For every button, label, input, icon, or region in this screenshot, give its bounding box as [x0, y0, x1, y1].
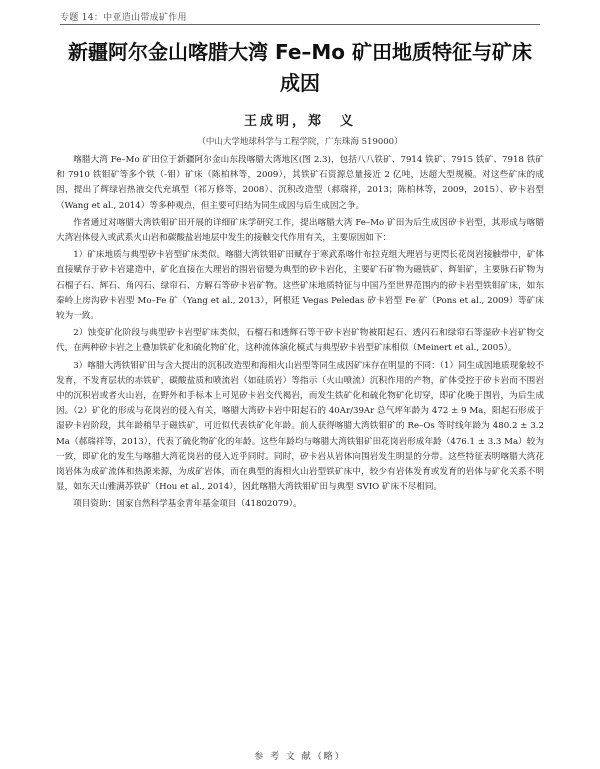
funding-note: 项目资助：国家自然科学基金青年基金项目（41802079）。 [73, 499, 302, 510]
paragraph: 3）喀腊大湾铁钼矿田与含大提出的沉积改造型和海相火山岩型等同生成因矿床存在明显的不同：（1）同生成因地质现象较不发育，不发育层状的赤铁矿，碳酸盐质和喷流岩（如硅质岩）等指示（火山喷流）沉积作用的产物，矿体受控于矽卡岩而不围岩中的沉积岩或者火山岩，在野外和手标本上可见矽卡岩交代褐岩，而发生铁矿化和硫化物矿化切穿，即矿化晚于围岩，为后生成因。（2）矿化的形成与花岗岩的侵入有关，喀腊大湾矽卡岩中阳起石的 40Ar/39Ar 总气坪年龄为 472 ± 9 Ma，阳起石形成于湿矽卡岩阶段，其年龄稍早于磁铁矿，可近似代表铁矿化年龄。前人获得喀腊大湾铁钼矿的 Re–Os 等时线年龄为 480.2 ± 3.2 Ma（郝瑞祥等，2013），代表了硫化物矿化的年龄。这些年龄均与喀腊大湾铁钼矿田花岗岩形成年龄（476.1 ± 3.3 Ma）较为一致，即矿化的发生与喀腊大湾花岗岩的侵入近乎同时。同时，矽卡岩从岩体向围岩发生明显的分带。这些特征表明喀腊大湾花岗岩体为成矿流体和热源来源，为成矿岩体，而在典型的海相火山岩型铁矿床中，较少有岩体发育或发育的岩体与矿化关系不明显，如东天山雅满苏铁矿（Hou et al., 2014），因此喀腊大湾铁钼矿田与典型 SVIO 矿床不尽相同。 [56, 360, 544, 493]
paragraph: 2）蚀变矿化阶段与典型矽卡岩型矿床类似，石榴石和透辉石等干矽卡岩矿物被阳起石、透闪石和绿帘石等湿矽卡岩矿物交代，在两种矽卡岩之上叠加铁矿化和硫化物矿化，这种流体演化模式与典型矽卡岩型矿床相似（Meinert et al., 2005）。 [56, 328, 544, 354]
paragraph: 喀腊大湾 Fe–Mo 矿田位于新疆阿尔金山东段喀腊大湾地区(图 2.3)，包括八八铁矿、7914 铁矿、7915 铁矿、7918 铁矿和 7910 铁钼矿等多个铁（-钼）矿床（陈柏林等，2009），其铁矿石资源总量接近 2 亿吨，达超大型规模。对这些矿床的成因，提出了辉绿岩热液交代充填型（祁万修等，2008）、沉积改造型（郝瑞祥，2013；陈柏林等，2009，2015）、矽卡岩型（Wang et al., 2014）等多种观点，但主要可归结为同生成因与后生成因之争。 [56, 155, 544, 211]
affiliation: （中山大学地球科学与工程学院，广东珠海 519000） [197, 137, 403, 147]
article-body [56, 153, 544, 515]
paragraph: 1）矿床地质与典型矽卡岩型矿床类似。喀腊大湾铁钼矿田赋存于寒武系喀什布拉克组大理岩与更閃长花岗岩接触带中，矿体直接赋存于矽卡岩建造中，矿化直接在大理岩的围岩宿變为典型的矽卡岩化，主要矿石矿物为磁铁矿、辉钼矿，主要脉石矿物为石榴子石、辉石、角闪石、绿帘石、方解石等矽卡岩矿物。这些矿床地质特征与中国乃至世界范围内的矽卡岩型铁钼矿床，如东秦岭上房沟矽卡岩型 Mo–Fe 矿（Yang et al., 2013），阿根廷 Vegas Peledas 矽卡岩型 Fe 矿（Pons et al., 2009）等矿床较为一致。 [56, 250, 544, 322]
journal-header: 专题 14：中亚造山带成矿作用 [60, 13, 187, 23]
paragraph: 作者通过对喀腊大湾铁钼矿田开展的详细矿床学研究工作，提出喀腊大湾 Fe–Mo 矿田为后生成因矽卡岩型，其形成与喀腊大湾岩体侵入或武系火山岩和碳酸盐岩地层中发生的接触交代作用有关，主要原因如下： [56, 217, 544, 244]
header-divider [60, 24, 540, 25]
authors: 王成明，郑 义 [243, 114, 356, 129]
references-note: 参 考 文 献（略） [254, 752, 346, 762]
paper-title: 新疆阿尔金山喀腊大湾 Fe–Mo 矿田地质特征与矿床成因 [68, 40, 532, 95]
